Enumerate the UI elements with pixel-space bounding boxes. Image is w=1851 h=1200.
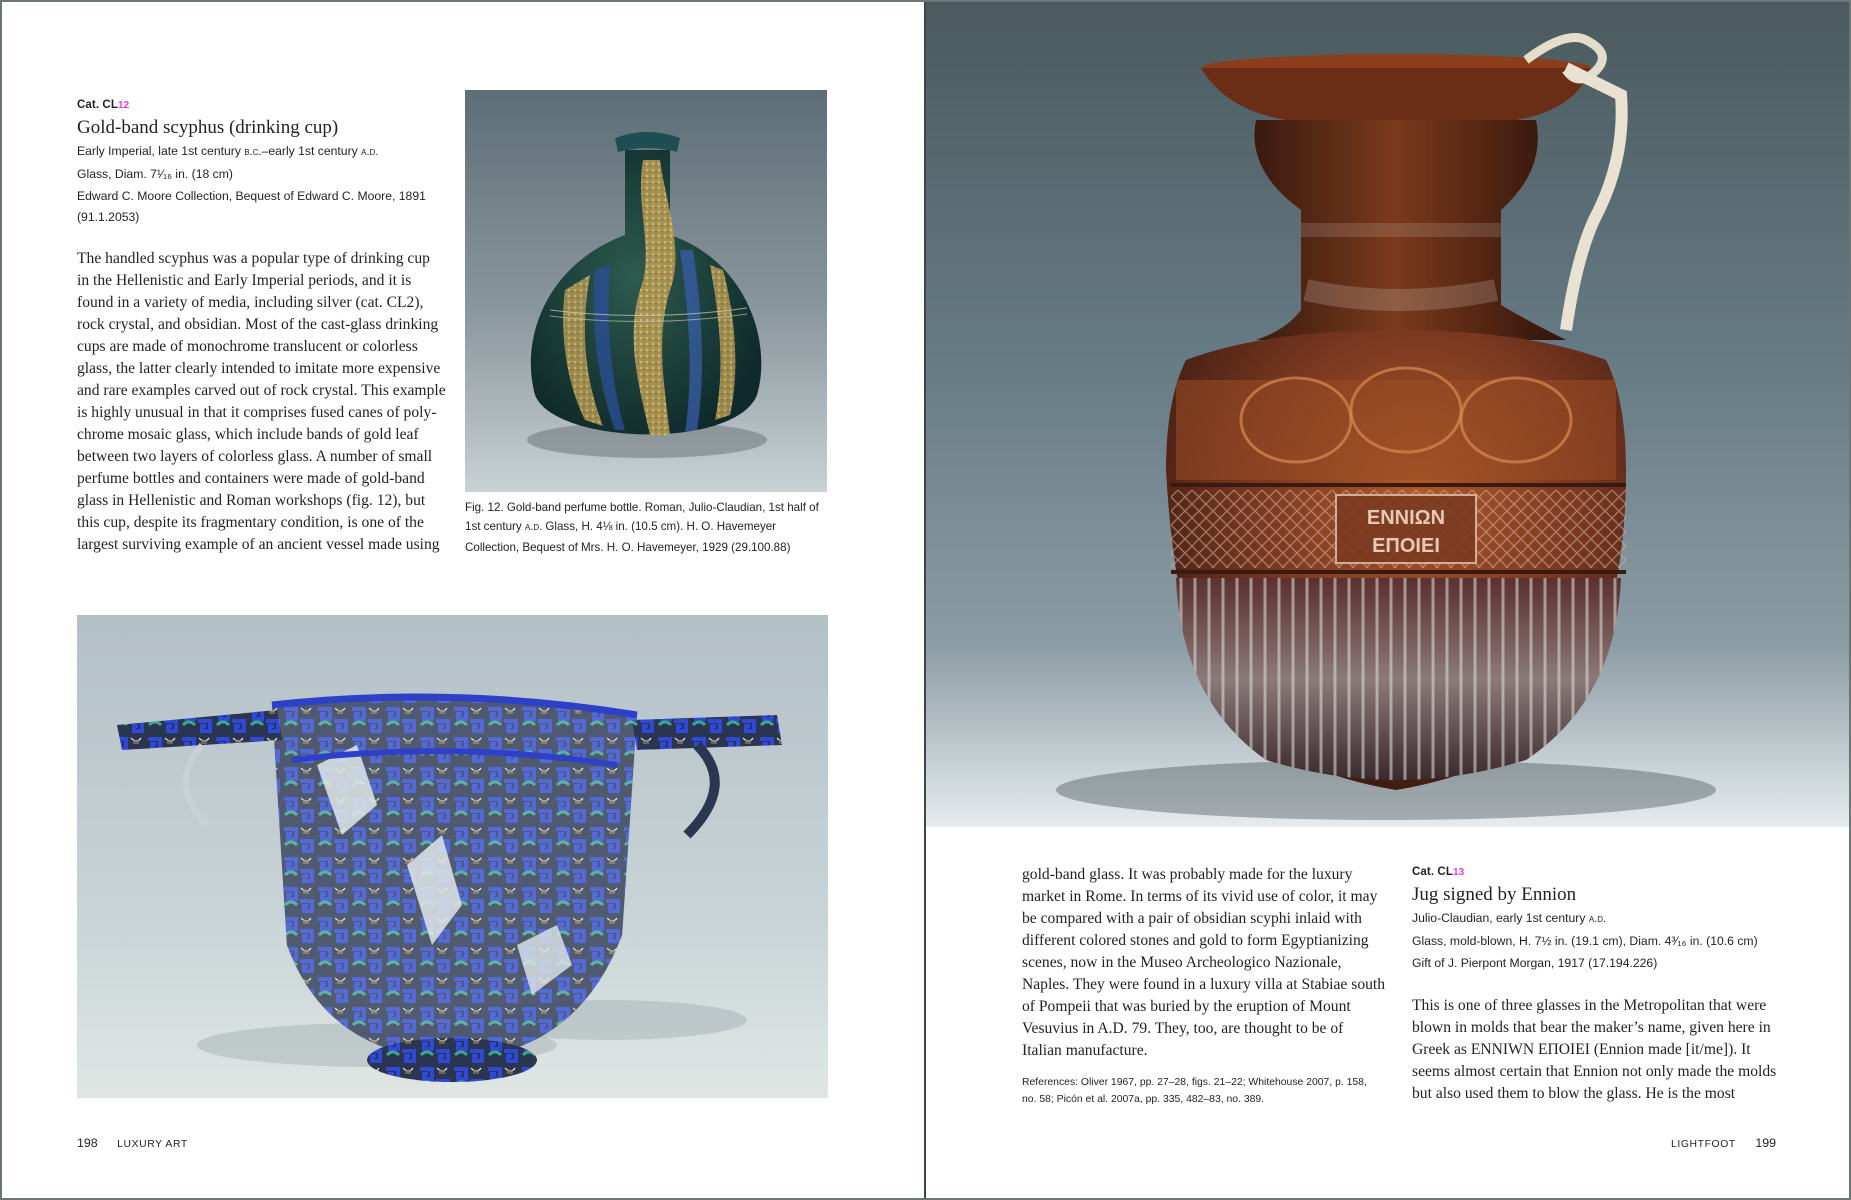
ennion-jug-photo (926, 0, 1851, 827)
scyphus-photo (77, 615, 828, 1098)
text-line: is highly unusual in that it comprises fused canes of poly- (77, 404, 437, 421)
left-folio (77, 1136, 188, 1150)
continuation-text (1022, 864, 1392, 1062)
era-ad: a.d. (361, 146, 379, 158)
text-line: This is one of three glasses in the Metropolitan that were (1412, 997, 1767, 1014)
credit-line: Edward C. Moore Collection, Bequest of Edward C. Moore, 1891 (77, 188, 426, 203)
figure-caption (465, 498, 845, 557)
text-line: largest surviving example of an ancient vessel made using (77, 536, 440, 553)
text-line: but also used them to blow the glass. He is the most (1412, 1085, 1736, 1102)
figure-perfume-bottle-photo (465, 90, 827, 492)
accession-number: (91.1.2053) (77, 210, 140, 225)
text-line: cups are made of monochrome translucent or colorless (77, 338, 418, 355)
references (1022, 1075, 1402, 1108)
text-line: rock crystal, and obsidian. Most of the cast-glass drinking (77, 316, 439, 333)
object-title: Gold-band scyphus (drinking cup) (77, 117, 339, 138)
text-line: Vesuvius in A.D. 79. They, too, are thought to be of (1022, 1020, 1344, 1037)
page-number: 198 (77, 1136, 98, 1150)
era-ad: a.d. (1588, 913, 1607, 925)
caption-line: Fig. 12. Gold-band perfume bottle. Roman, Julio-Claudian, 1st half of (465, 501, 819, 514)
date-line (1412, 908, 1832, 931)
text-line: Naples. They were found in a luxury villa at Stabiae south (1022, 976, 1386, 993)
text-line: Italian manufacture. (1022, 1042, 1148, 1059)
catalogue-number (77, 99, 437, 111)
text-line: glass in Hellenistic and Roman workshops (fig. 12), but (77, 492, 426, 509)
catalogue-suffix: 13 (1452, 867, 1465, 878)
era-ad: a.d. (524, 521, 543, 534)
reference-line: References: Oliver 1967, pp. 27–28, figs. 21–22; Whitehouse 2007, p. 158, (1022, 1077, 1367, 1088)
era-bc: b.c. (244, 146, 262, 158)
medium-line: Glass, mold-blown, H. 7½ in. (19.1 cm), Diam. 4³⁄₁₆ in. (10.6 cm) (1412, 933, 1758, 948)
inscription-glyph: ΕΝΝΙΩΝ (1366, 507, 1446, 529)
text-line: different colored stones and gold to form Egyptianizing (1022, 932, 1369, 949)
catalogue-suffix: 12 (117, 100, 130, 111)
text-line: between two layers of colorless glass. A number of small (77, 448, 433, 465)
date-text: –early 1st century (261, 144, 362, 158)
caption-text: Glass, H. 4⅛ in. (10.5 cm). H. O. Havemeyer (542, 520, 777, 534)
text-line: be compared with a pair of obsidian scyphi inlaid with (1022, 910, 1362, 927)
running-head: LUXURY ART (117, 1139, 188, 1150)
medium-line: Glass, Diam. 7¹⁄₁₆ in. (18 cm) (77, 166, 233, 181)
caption-line: Collection, Bequest of Mrs. H. O. Havemeyer, 1929 (29.100.88) (465, 540, 791, 554)
text-line: of Pompeii that was buried by the eruption of Mount (1022, 998, 1351, 1015)
text-line: blown in molds that bear the maker’s name, given here in (1412, 1019, 1771, 1036)
caption-text: 1st century (465, 520, 525, 534)
object-metadata (1412, 908, 1832, 974)
text-line: perfume bottles and containers were made of gold-band (77, 470, 425, 487)
text-line: gold-band glass. It was probably made for the luxury (1022, 866, 1353, 883)
text-line: glass, the latter clearly intended to imitate more expensive (77, 360, 441, 377)
text-line: Greek as ENNIWN ΕΠΟΙΕΙ (Ennion made [it/me]). It (1412, 1041, 1751, 1058)
left-page (0, 0, 924, 1200)
text-line: in the Hellenistic and Early Imperial periods, and it is (77, 272, 412, 289)
credit-line: Gift of J. Pierpont Morgan, 1917 (17.194.226) (1412, 955, 1658, 970)
object-metadata (77, 141, 437, 229)
object-title: Jug signed by Ennion (1412, 884, 1577, 905)
essay-text (1412, 995, 1792, 1105)
page-number: 199 (1755, 1136, 1776, 1150)
date-text: Early Imperial, late 1st century (77, 144, 245, 158)
right-folio (1671, 1136, 1776, 1150)
date-line (77, 141, 437, 164)
catalogue-entry-cl12 (77, 99, 437, 229)
text-line: seems almost certain that Ennion not only made the molds (1412, 1063, 1777, 1080)
catalogue-prefix: Cat. CL (77, 99, 118, 111)
reference-line: no. 58; Picón et al. 2007a, pp. 335, 482–83, no. 389. (1022, 1093, 1265, 1105)
text-line: market in Rome. In terms of its vivid use of color, it may (1022, 888, 1378, 905)
catalogue-entry-cl13 (1412, 866, 1832, 974)
catalogue-prefix: Cat. CL (1412, 866, 1453, 878)
text-line: chrome mosaic glass, which include bands of gold leaf (77, 426, 419, 443)
text-line: this cup, despite its fragmentary condition, is one of the (77, 514, 424, 531)
running-head: LIGHTFOOT (1671, 1139, 1736, 1150)
inscription-glyph: ΕΠΟΙΕΙ (1372, 535, 1440, 557)
caption-line (465, 517, 845, 537)
date-text: Julio-Claudian, early 1st century (1412, 911, 1589, 925)
catalogue-number (1412, 866, 1832, 878)
gutter-divider (924, 0, 926, 1200)
text-line: found in a variety of media, including silver (cat. CL2), (77, 294, 424, 311)
text-line: scenes, now in the Museo Archeologico Nazionale, (1022, 954, 1342, 971)
right-page (926, 0, 1851, 1200)
text-line: The handled scyphus was a popular type of drinking cup (77, 250, 430, 267)
text-line: and rare examples carved out of rock crystal. This example (77, 382, 446, 399)
essay-text (77, 248, 447, 556)
